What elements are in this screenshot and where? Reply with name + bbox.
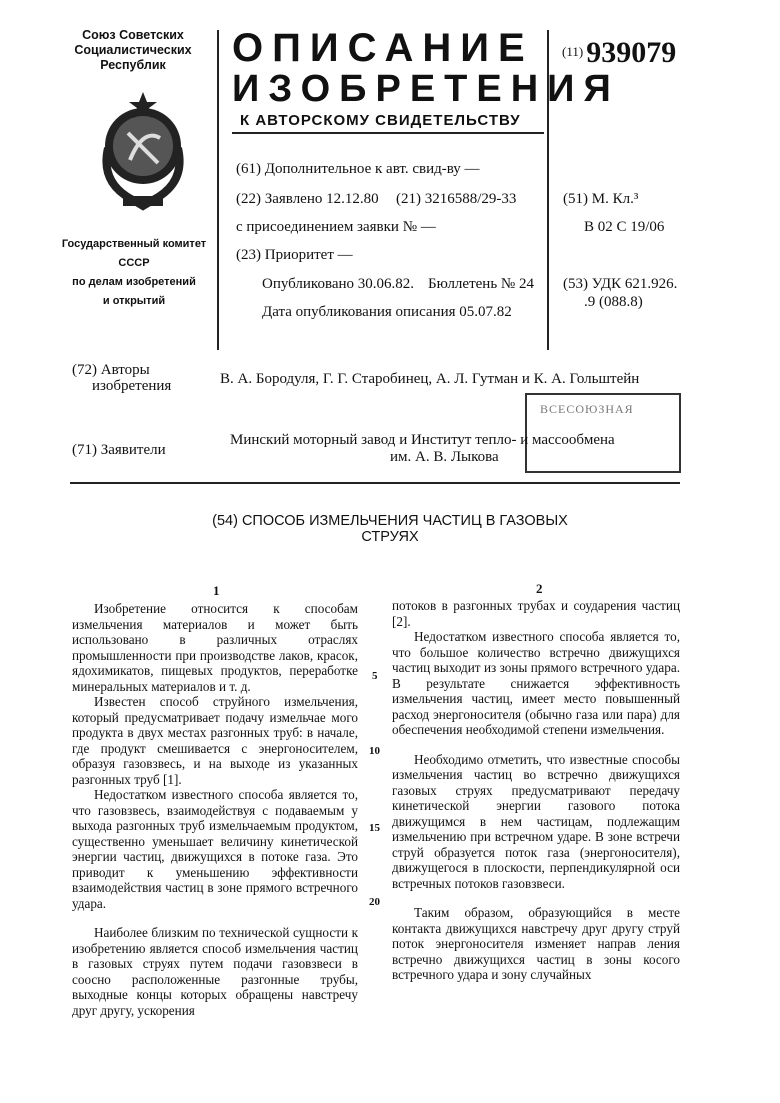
authors-label-2: изобретения [92,378,172,394]
applicants-label: (71) Заявители [72,442,166,458]
field-22: (22) Заявлено 12.12.80 [236,191,379,207]
column-number-2: 2 [536,581,543,596]
ussr-emblem-icon [88,88,198,213]
authors-label: (72) Авторы [72,362,150,378]
line-number: 20 [369,896,380,908]
paragraph: потоков в разгонных трубах и соударения частиц [2]. [392,598,680,629]
union-name: Союз Советских Социалистических Республик [74,28,192,72]
title-invention: ИЗОБРЕТЕНИЯ [232,68,620,110]
udc-suffix: .9 (088.8) [584,294,643,310]
applicants-line-2: им. А. В. Лыкова [390,449,499,465]
field-21: (21) 3216588/29-33 [396,191,517,207]
paragraph: Известен способ струйного измельчения, который предусматривает подачу измельчае мого продукта в двух местах разгонных труб: в начале, где продукт смешивается с энергоносителем, образуя газовзвесь, и на выходе из указанных разгонных труб [1]. [72,694,358,787]
field-61: (61) Дополнительное к авт. свид-ву — [236,161,480,177]
header-bottom-rule [70,482,680,484]
applicants-line-1: Минский моторный завод и Институт тепло- и массообмена [230,432,615,448]
paragraph: Необходимо отметить, что известные способы измельчения частиц во встречно движущихся газовых струях предусматривают передачу кинетической энергии газового потока движущимся в нем частицам, подлежащим измельчению при встречном ударе. В зоне встречи струй образуется поток газа (энергоносителя), движущегося в плоскости, перпендикулярной оси встречных потоков газовзвеси. [392,751,680,891]
paragraph: Недостатком известного способа является то, что газовзвесь, взаимодействуя с подаваемым у выхода разгонных труб измельчаемым продуктом, существенно уменьшает величину кинетической энергии частиц, движущихся в потоке газа. Это приводит к уменьшению эффективности взаимодействия частиц в зоне прямого встречного удара. [72,787,358,911]
line-number: 10 [369,745,380,757]
invention-title: (54) СПОСОБ ИЗМЕЛЬЧЕНИЯ ЧАСТИЦ В ГАЗОВЫХ СТРУЯХ [212,513,568,545]
bulletin-number: Бюллетень № 24 [428,276,534,292]
line-number: 15 [369,822,380,834]
text-column-1 [72,601,358,1018]
published-date: Опубликовано 30.06.82. [262,276,415,292]
title-description: ОПИСАНИЕ [232,26,534,70]
description-pub-date: Дата опубликования описания 05.07.82 [262,304,512,320]
field-51: (51) М. Кл.³ [563,191,639,207]
ipc-class: В 02 С 19/06 [584,219,665,235]
paragraph: Таким образом, образующийся в месте контакта движущихся навстречу друг другу струй поток энергоносителя изменяет направ ления встречно движущихся частиц в зоны косого встречного удара и зону случайных [392,905,680,982]
field-23: (23) Приоритет — [236,247,353,263]
paragraph: Изобретение относится к способам измельчения материалов и может быть использовано в различных отраслях промышленности при производстве лаков, красок, ядохимикатов, пищевых продуктов, переработке минеральных материалов и т. д. [72,601,358,694]
authors-names: В. А. Бородуля, Г. Г. Старобинец, А. Л. Гутман и К. А. Гольштейн [220,371,640,387]
subtitle: К АВТОРСКОМУ СВИДЕТЕЛЬСТВУ [240,112,521,129]
paragraph: Наиболее близким по технической сущности к изобретению является способ измельчения частиц в газовых струях путем подачи газовзвеси в соосно расположенные разгонные трубы, выходные концы которых обращены навстречу друг другу, ускорения [72,925,358,1018]
patent-number: $^{(11)}$ 939079 [562,36,677,69]
attach-application: с присоединением заявки № — [236,219,436,235]
text-column-2 [392,598,680,983]
divider-left [217,30,219,350]
paragraph: Недостатком известного способа является то, что большое количество встречно движущихся частиц выходит из зоны прямого встречного удара. В результате снижается эффективность измельчения частиц, имеет место повышенный расход энергоносителя (обычно газа или пара) для обеспечения необходимой степени измельчения. [392,629,680,737]
stamp-text: ВСЕСОЮЗНАЯ [540,402,634,416]
line-number: 5 [372,670,378,682]
field-53: (53) УДК 621.926. [563,276,678,292]
column-number-1: 1 [213,583,220,598]
subtitle-underline [232,132,544,134]
state-committee: Государственный комитет СССР по делам изобретений и открытий [61,238,207,307]
